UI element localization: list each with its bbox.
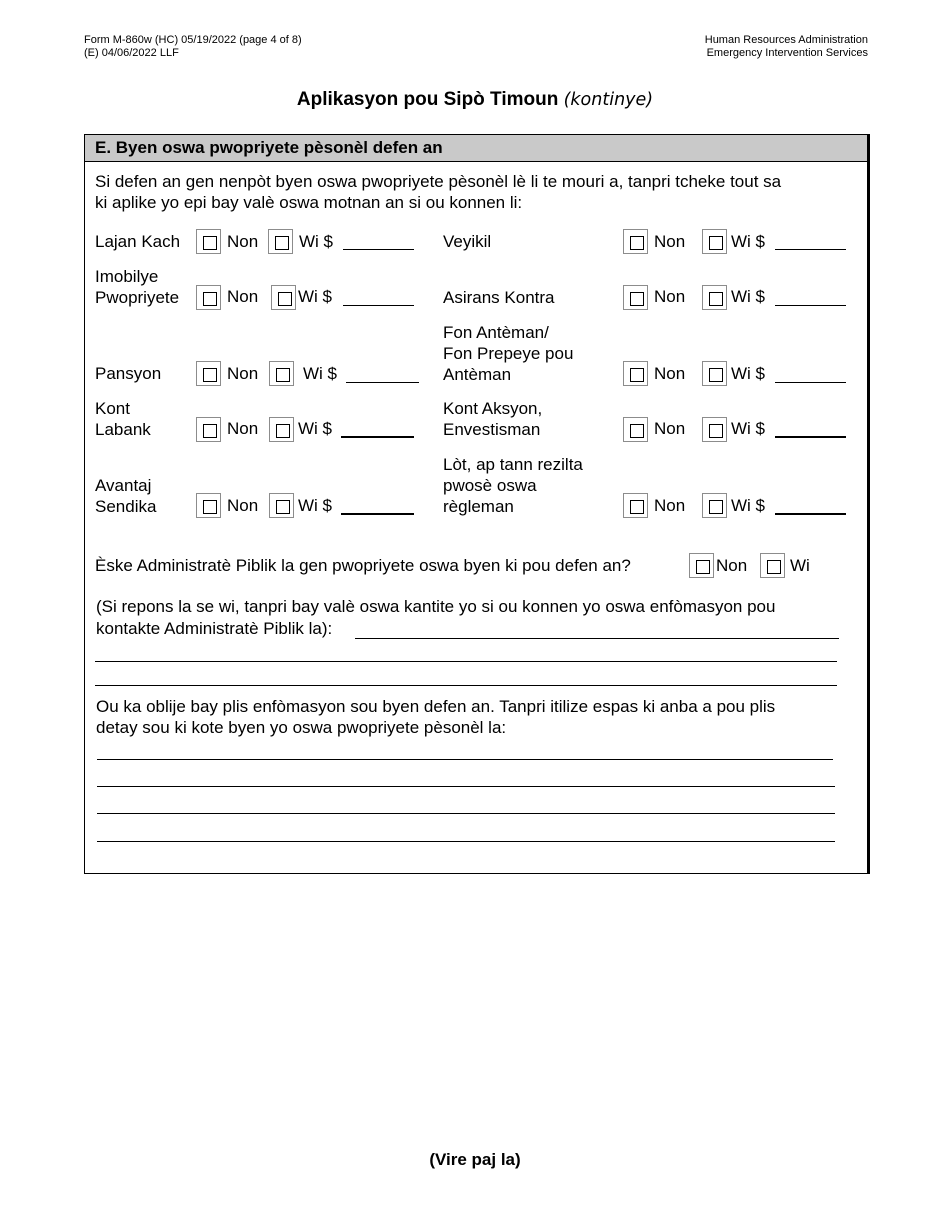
no-label: Non <box>227 496 259 515</box>
asset-label-line: Asirans Kontra <box>443 288 555 307</box>
agency-line1: Human Resources Administration <box>704 34 868 46</box>
bank-account-yes-checkbox[interactable] <box>269 417 294 442</box>
burial-fund-amount-field[interactable] <box>775 382 846 383</box>
pension-amount-field[interactable] <box>346 382 419 383</box>
other-amount-field[interactable] <box>775 513 846 515</box>
stocks-yes-checkbox[interactable] <box>702 417 727 442</box>
cash-amount-field[interactable] <box>343 249 414 250</box>
page-title-main: Aplikasyon pou Sipò Timoun <box>296 89 559 110</box>
insurance-no-checkbox[interactable] <box>623 285 648 310</box>
asset-label-insurance <box>443 287 555 308</box>
agency-name <box>705 34 868 59</box>
asset-label-line: Imobilye <box>95 267 159 286</box>
admin-contact-field[interactable] <box>355 638 839 639</box>
union-benefits-no-checkbox[interactable] <box>196 493 221 518</box>
asset-label-line: Pwopriyete <box>95 288 180 307</box>
asset-label-vehicle <box>443 231 491 252</box>
yes-label: Wi $ <box>731 419 765 438</box>
no-label: Non <box>654 419 686 438</box>
yes-label: Wi $ <box>731 232 765 251</box>
section-heading: E. Byen oswa pwopriyete pèsonèl defen an <box>85 135 867 162</box>
asset-label-line: Lòt, ap tann rezilta <box>443 455 583 474</box>
no-label: Non <box>654 287 686 306</box>
form-number <box>84 34 302 59</box>
yes-label: Wi $ <box>298 287 332 306</box>
insurance-yes-checkbox[interactable] <box>702 285 727 310</box>
admin-question: Èske Administratè Piblik la gen pwopriyete oswa byen ki pou defen an? <box>95 556 631 575</box>
burial-fund-no-checkbox[interactable] <box>623 361 648 386</box>
no-label: Non <box>227 364 259 383</box>
other-no-checkbox[interactable] <box>623 493 648 518</box>
asset-label-real-estate <box>95 266 179 308</box>
vehicle-yes-checkbox[interactable] <box>702 229 727 254</box>
real-estate-no-checkbox[interactable] <box>196 285 221 310</box>
other-yes-checkbox[interactable] <box>702 493 727 518</box>
asset-label-bank-account <box>95 398 151 440</box>
asset-label-other-pending <box>443 454 583 517</box>
admin-no-checkbox[interactable] <box>689 553 714 578</box>
vehicle-no-checkbox[interactable] <box>623 229 648 254</box>
admin-yes-label: Wi <box>790 556 810 575</box>
cash-yes-checkbox[interactable] <box>268 229 293 254</box>
asset-label-cash <box>95 231 180 252</box>
asset-label-line: pwosè oswa <box>443 476 537 495</box>
asset-label-line: Fon Antèman/ <box>443 323 549 342</box>
no-label: Non <box>227 232 259 251</box>
details-line[interactable] <box>97 786 835 787</box>
intro-text <box>95 171 781 213</box>
asset-label-line: Kont <box>95 399 130 418</box>
real-estate-yes-checkbox[interactable] <box>271 285 296 310</box>
union-benefits-yes-checkbox[interactable] <box>269 493 294 518</box>
asset-label-line: Sendika <box>95 497 157 516</box>
form-number-line2: (E) 04/06/2022 LLF <box>84 46 179 59</box>
admin-note <box>96 596 775 639</box>
admin-note-line2: kontakte Administratè Piblik la): <box>96 619 333 638</box>
admin-contact-line[interactable] <box>95 661 837 662</box>
intro-line1: Si defen an gen nenpòt byen oswa pwopriyete pèsonèl lè li te mouri a, tanpri tcheke tout sa <box>95 172 782 191</box>
asset-label-line: Kont Aksyon, <box>443 399 543 418</box>
page-title <box>0 89 950 111</box>
asset-label-line: Envestisman <box>443 420 541 439</box>
details-line[interactable] <box>97 759 833 760</box>
more-info-text <box>96 696 775 738</box>
yes-label: Wi $ <box>298 496 332 515</box>
yes-label: Wi $ <box>731 496 765 515</box>
turn-page-note: (Vire paj la) <box>429 1150 521 1169</box>
admin-no-label: Non <box>716 556 748 575</box>
union-benefits-amount-field[interactable] <box>341 513 414 515</box>
yes-label: Wi $ <box>731 287 765 306</box>
real-estate-amount-field[interactable] <box>343 305 414 306</box>
no-label: Non <box>654 232 686 251</box>
agency-line2: Emergency Intervention Services <box>706 46 868 59</box>
asset-label-line: Veyikil <box>443 232 492 251</box>
page-title-continued: (kontinye) <box>563 90 654 110</box>
pension-yes-checkbox[interactable] <box>269 361 294 386</box>
asset-label-union-benefits <box>95 475 156 517</box>
vehicle-amount-field[interactable] <box>775 249 846 250</box>
admin-note-line1: (Si repons la se wi, tanpri bay valè oswa kantite yo si ou konnen yo oswa enfòmasyon pou <box>96 597 776 616</box>
more-info-line1: Ou ka oblije bay plis enfòmasyon sou byen defen an. Tanpri itilize espas ki anba a pou plis <box>96 697 776 716</box>
asset-label-line: Labank <box>95 420 151 439</box>
stocks-amount-field[interactable] <box>775 436 846 438</box>
details-line[interactable] <box>97 841 835 842</box>
more-info-line2: detay sou ki kote byen yo oswa pwopriyete pèsonèl la: <box>96 718 507 737</box>
asset-label-line: Antèman <box>443 365 512 384</box>
asset-label-line: règleman <box>443 497 514 516</box>
admin-yes-checkbox[interactable] <box>760 553 785 578</box>
cash-no-checkbox[interactable] <box>196 229 221 254</box>
no-label: Non <box>654 364 686 383</box>
yes-label: Wi $ <box>731 364 765 383</box>
yes-label: Wi $ <box>303 364 337 383</box>
no-label: Non <box>227 287 259 306</box>
asset-label-line: Lajan Kach <box>95 232 181 251</box>
form-number-line1: Form M-860w (HC) 05/19/2022 (page 4 of 8) <box>84 34 302 46</box>
assets-section <box>84 134 870 874</box>
asset-label-line: Pansyon <box>95 364 162 383</box>
bank-account-amount-field[interactable] <box>341 436 414 438</box>
asset-label-line: Avantaj <box>95 476 152 495</box>
asset-label-stocks <box>443 398 542 440</box>
admin-contact-line[interactable] <box>95 685 837 686</box>
asset-label-pension <box>95 363 161 384</box>
yes-label: Wi $ <box>299 232 333 251</box>
asset-label-burial-fund <box>443 322 573 385</box>
yes-label: Wi $ <box>298 419 332 438</box>
no-label: Non <box>654 496 686 515</box>
asset-label-line: Fon Prepeye pou <box>443 344 574 363</box>
no-label: Non <box>227 419 259 438</box>
pension-no-checkbox[interactable] <box>196 361 221 386</box>
details-line[interactable] <box>97 813 835 814</box>
insurance-amount-field[interactable] <box>775 305 846 306</box>
burial-fund-yes-checkbox[interactable] <box>702 361 727 386</box>
bank-account-no-checkbox[interactable] <box>196 417 221 442</box>
stocks-no-checkbox[interactable] <box>623 417 648 442</box>
intro-line2: ki aplike yo epi bay valè oswa motnan an si ou konnen li: <box>95 193 523 212</box>
